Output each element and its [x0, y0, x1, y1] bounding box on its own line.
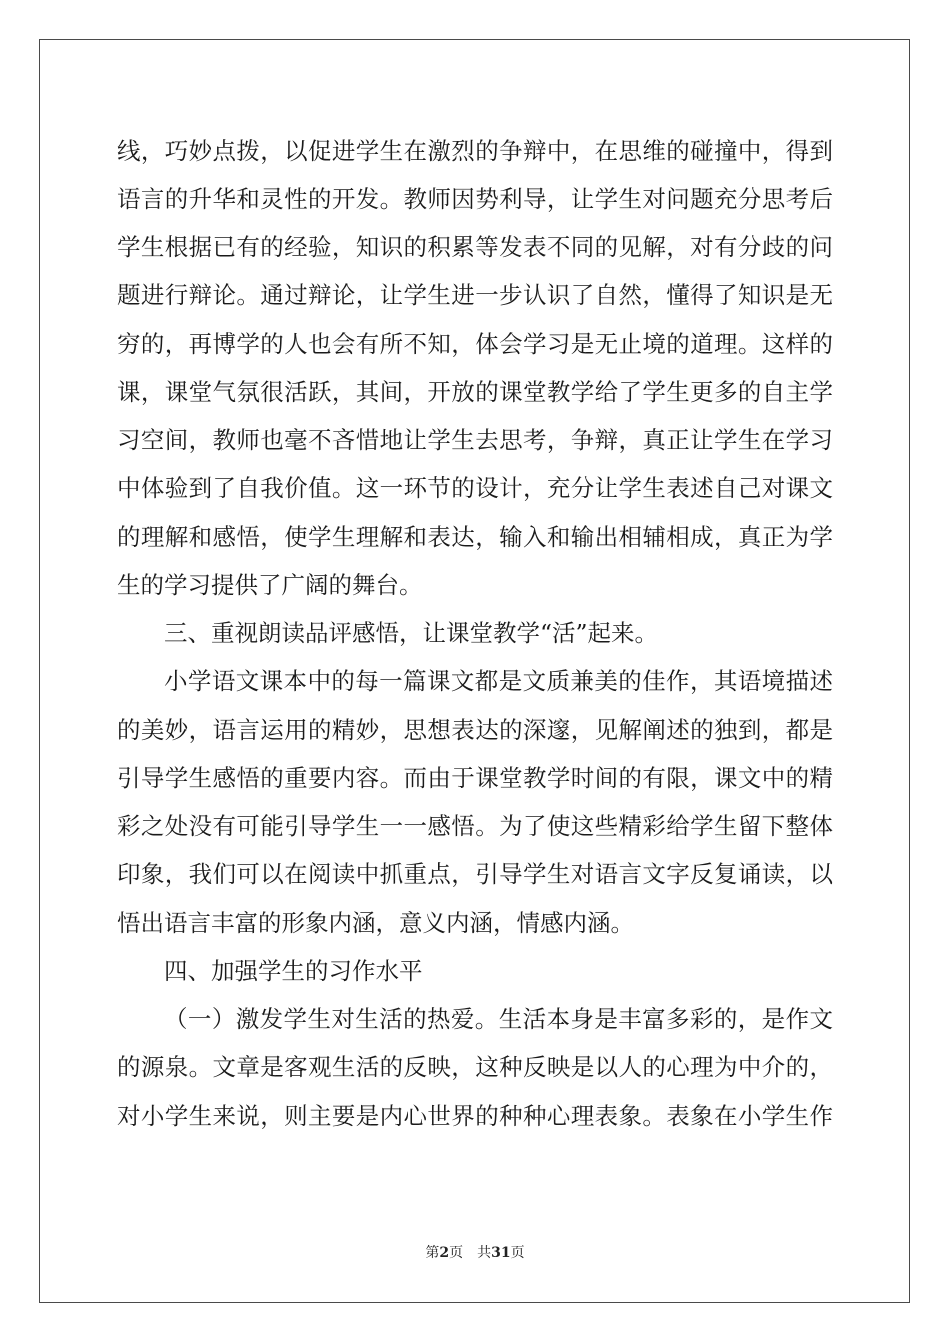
section-heading: 三、重视朗读品评感悟，让课堂教学“活”起来。: [164, 619, 659, 647]
text-line: 生的学习提供了广阔的舞台。: [117, 571, 423, 599]
text-line: 的理解和感悟，使学生理解和表达，输入和输出相辅相成，真正为学: [117, 523, 833, 551]
text-line: 题进行辩论。通过辩论，让学生进一步认识了自然，懂得了知识是无: [117, 281, 833, 309]
page-footer: [0, 1244, 950, 1262]
page-suffix: 页: [510, 1245, 525, 1261]
text-line: 中体验到了自我价值。这一环节的设计，充分让学生表述自己对课文: [117, 474, 833, 502]
text-line: 引导学生感悟的重要内容。而由于课堂教学时间的有限，课文中的精: [117, 764, 833, 792]
page-current: 2: [439, 1245, 450, 1261]
text-line: 语言的升华和灵性的开发。教师因势利导，让学生对问题充分思考后: [117, 185, 833, 213]
text-line: 的美妙，语言运用的精妙，思想表达的深邃，见解阐述的独到，都是: [117, 716, 833, 744]
section-heading: 四、加强学生的习作水平: [164, 957, 423, 985]
text-line: 对小学生来说，则主要是内心世界的种种心理表象。表象在小学生作: [117, 1102, 833, 1130]
text-line: 的源泉。文章是客观生活的反映，这种反映是以人的心理为中介的，: [117, 1053, 833, 1081]
text-line: 彩之处没有可能引导学生一一感悟。为了使这些精彩给学生留下整体: [117, 812, 833, 840]
page-prefix: 第: [425, 1245, 440, 1261]
text-line: 学生根据已有的经验，知识的积累等发表不同的见解，对有分歧的问: [117, 233, 833, 261]
text-line: （一）激发学生对生活的热爱。生活本身是丰富多彩的，是作文: [164, 1005, 833, 1033]
text-line: 穷的，再博学的人也会有所不知，体会学习是无止境的道理。这样的: [117, 330, 833, 358]
text-line: 小学语文课本中的每一篇课文都是文质兼美的佳作，其语境描述: [164, 667, 833, 695]
text-line: 印象，我们可以在阅读中抓重点，引导学生对语言文字反复诵读，以: [117, 860, 833, 888]
text-line: 课，课堂气氛很活跃，其间，开放的课堂教学给了学生更多的自主学: [117, 378, 833, 406]
page-mid: 页 共: [449, 1245, 492, 1261]
text-line: 线，巧妙点拨，以促进学生在激烈的争辩中，在思维的碰撞中，得到: [117, 137, 833, 165]
text-line: 悟出语言丰富的形象内涵，意义内涵，情感内涵。: [117, 909, 634, 937]
page-total: 31: [491, 1245, 511, 1261]
text-line: 习空间，教师也毫不吝惜地让学生去思考，争辩，真正让学生在学习: [117, 426, 833, 454]
